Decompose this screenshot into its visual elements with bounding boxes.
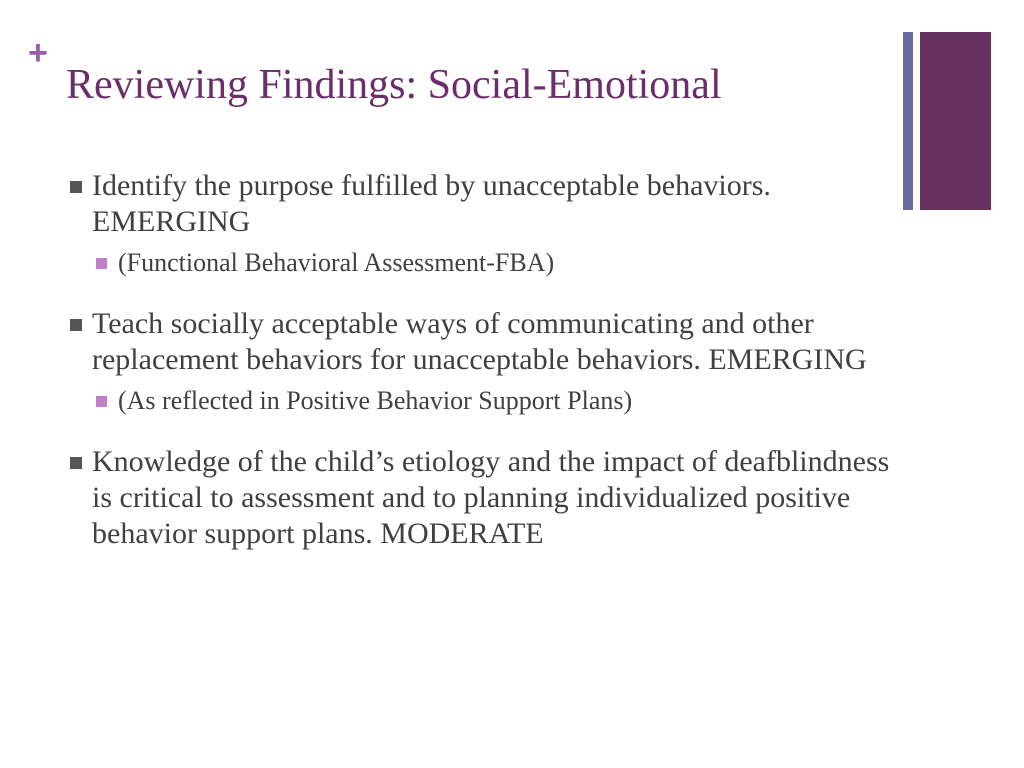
bullet-text: Teach socially acceptable ways of communicating and other replacement behaviors for unacceptable behaviors. EMERGING	[92, 307, 867, 376]
bullet-group-3	[70, 444, 900, 552]
decorative-bar-thin	[903, 32, 913, 210]
bullet-text: Knowledge of the child’s etiology and the impact of deafblindness is critical to assessment and to planning individualized positive behavior support plans. MODERATE	[92, 445, 890, 550]
plus-icon: +	[28, 34, 48, 72]
slide-title: Reviewing Findings: Social-Emotional	[66, 62, 722, 108]
square-bullet-icon	[70, 319, 82, 331]
square-sub-bullet-icon	[96, 396, 107, 407]
bullet-group-2	[70, 306, 900, 418]
square-bullet-icon	[70, 457, 82, 469]
bullet-item	[70, 306, 900, 378]
bullet-list	[70, 168, 900, 578]
sub-bullet-text: (As reflected in Positive Behavior Support Plans)	[118, 386, 633, 415]
sub-bullet-item	[96, 246, 900, 280]
square-bullet-icon	[70, 181, 82, 193]
bullet-item	[70, 444, 900, 552]
bullet-group-1	[70, 168, 900, 280]
decorative-bar-wide	[920, 32, 991, 210]
square-sub-bullet-icon	[96, 258, 107, 269]
bullet-text: Identify the purpose fulfilled by unacceptable behaviors. EMERGING	[92, 169, 771, 238]
bullet-item	[70, 168, 900, 240]
sub-bullet-text: (Functional Behavioral Assessment-FBA)	[118, 248, 555, 277]
sub-bullet-item	[96, 384, 900, 418]
